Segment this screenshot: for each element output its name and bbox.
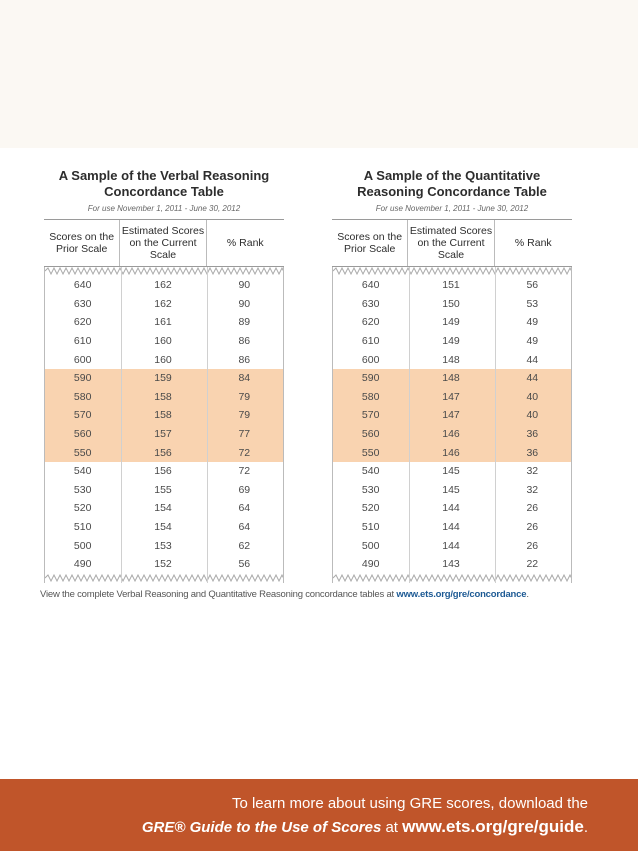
rank-cell: 26 [526,521,539,534]
table-row [45,425,283,444]
concordance-link[interactable]: www.ets.org/gre/concordance [396,589,527,600]
table-row [333,350,571,369]
rank-cell: 86 [238,335,251,348]
current-score-cell: 144 [442,539,460,552]
prior-score-cell: 560 [73,428,92,441]
rank-cell: 44 [526,353,539,366]
table-row [333,332,571,351]
prior-score-cell: 520 [73,502,92,515]
rank-cell: 64 [238,502,251,515]
prior-score-cell: 590 [361,372,380,385]
current-score-cell: 153 [154,539,172,552]
prior-score-cell: 510 [361,521,380,534]
quant-col-current [407,220,494,266]
table-row [45,350,283,369]
current-score-cell: 160 [154,353,172,366]
table-row [333,555,571,574]
rank-cell: 79 [238,390,251,403]
prior-score-cell: 540 [73,465,92,478]
prior-score-cell: 530 [73,483,92,496]
prior-score-cell: 580 [73,390,92,403]
rank-cell: 77 [238,428,251,441]
table-row [45,462,283,481]
current-score-cell: 144 [442,521,460,534]
current-score-cell: 146 [442,428,460,441]
top-band [0,0,638,148]
prior-score-cell: 600 [73,353,92,366]
table-row [45,555,283,574]
verbal-col-rank: % Rank [226,237,264,249]
footer-at: at [381,819,403,836]
rank-cell: 72 [238,465,251,478]
guide-title: GRE® Guide to the Use of Scores [141,819,382,836]
quant-col-rank: % Rank [514,237,552,249]
table-row [45,295,283,314]
current-score-cell: 147 [442,390,460,403]
rank-cell: 90 [238,279,251,292]
rank-cell: 90 [238,297,251,310]
prior-score-cell: 590 [73,372,92,385]
rank-cell: 56 [238,558,251,571]
column-divider [207,267,208,583]
footer-line1: To learn more about using GRE scores, download the [231,795,588,812]
current-score-cell: 146 [442,446,460,459]
current-score-cell: 143 [442,558,460,571]
table-row [333,369,571,388]
note-text: View the complete Verbal Reasoning and Quantitative Reasoning concordance tables at [40,589,397,600]
prior-score-cell: 500 [361,539,380,552]
rank-cell: 69 [238,483,251,496]
prior-score-cell: 570 [361,409,380,422]
prior-score-cell: 490 [73,558,92,571]
prior-score-cell: 640 [73,279,92,292]
footer-line2 [0,817,588,837]
prior-score-cell: 570 [73,409,92,422]
quant-col-current-label: Estimated Scores on the Current Scale [409,225,493,261]
rank-cell: 44 [526,372,539,385]
table-row [45,332,283,351]
current-score-cell: 145 [442,483,460,496]
prior-score-cell: 580 [361,390,380,403]
table-row [45,313,283,332]
rank-cell: 32 [526,465,539,478]
current-score-cell: 145 [442,465,460,478]
current-score-cell: 150 [442,297,460,310]
footer-end: . [583,819,588,836]
current-score-cell: 157 [154,428,172,441]
verbal-panel [44,168,284,583]
table-row [45,499,283,518]
rank-cell: 89 [238,316,251,329]
footer-banner [0,779,638,851]
table-row [333,313,571,332]
table-row [333,425,571,444]
torn-edge [333,574,571,583]
quant-panel [332,168,572,583]
prior-score-cell: 630 [73,297,92,310]
current-score-cell: 158 [154,390,172,403]
note-end: . [526,589,529,600]
prior-score-cell: 630 [361,297,380,310]
rank-cell: 49 [526,335,539,348]
table-row [45,518,283,537]
table-row [45,443,283,462]
verbal-col-prior: Scores on the Prior Scale [49,231,115,255]
prior-score-cell: 600 [361,353,380,366]
rank-cell: 72 [238,446,251,459]
current-score-cell: 162 [154,279,172,292]
current-score-cell: 151 [442,279,460,292]
verbal-col-current-label: Estimated Scores on the Current Scale [121,225,205,261]
table-row [333,499,571,518]
rank-cell: 84 [238,372,251,385]
rank-cell: 53 [526,297,539,310]
current-score-cell: 158 [154,409,172,422]
prior-score-cell: 530 [361,483,380,496]
prior-score-cell: 510 [73,521,92,534]
quant-col-prior: Scores on the Prior Scale [337,231,403,255]
prior-score-cell: 640 [361,279,380,292]
table-row [45,406,283,425]
rank-cell: 40 [526,390,539,403]
table-row [333,443,571,462]
prior-score-cell: 620 [361,316,380,329]
current-score-cell: 155 [154,483,172,496]
current-score-cell: 154 [154,521,172,534]
rank-cell: 26 [526,502,539,515]
table-row [45,536,283,555]
quant-subtitle: For use November 1, 2011 - June 30, 2012 [375,204,529,213]
current-score-cell: 156 [154,446,172,459]
verbal-table-header [44,219,284,267]
torn-edge [45,574,283,583]
table-row [333,518,571,537]
current-score-cell: 147 [442,409,460,422]
table-row [45,388,283,407]
rank-cell: 32 [526,483,539,496]
verbal-subtitle: For use November 1, 2011 - June 30, 2012 [87,204,241,213]
rank-cell: 49 [526,316,539,329]
table-row [45,369,283,388]
current-score-cell: 162 [154,297,172,310]
table-row [333,481,571,500]
quant-title: A Sample of the Quantitative Reasoning Concordance Table [357,168,547,199]
current-score-cell: 152 [154,558,172,571]
table-row [333,462,571,481]
prior-score-cell: 550 [73,446,92,459]
prior-score-cell: 560 [361,428,380,441]
table-row [333,276,571,295]
prior-score-cell: 490 [361,558,380,571]
current-score-cell: 149 [442,335,460,348]
prior-score-cell: 550 [361,446,380,459]
rank-cell: 36 [526,446,539,459]
verbal-table-body [44,267,284,583]
current-score-cell: 160 [154,335,172,348]
verbal-title: A Sample of the Verbal Reasoning Concordance Table [58,168,270,199]
current-score-cell: 159 [154,372,172,385]
rank-cell: 56 [526,279,539,292]
rank-cell: 86 [238,353,251,366]
prior-score-cell: 610 [361,335,380,348]
torn-edge [45,267,283,276]
table-row [45,276,283,295]
column-divider [121,267,122,583]
quant-table-body [332,267,572,583]
prior-score-cell: 610 [73,335,92,348]
current-score-cell: 156 [154,465,172,478]
rank-cell: 22 [526,558,539,571]
rank-cell: 36 [526,428,539,441]
current-score-cell: 144 [442,502,460,515]
quant-table-header [332,219,572,267]
table-row [333,295,571,314]
prior-score-cell: 620 [73,316,92,329]
table-row [333,406,571,425]
rank-cell: 62 [238,539,251,552]
current-score-cell: 161 [154,316,172,329]
current-score-cell: 154 [154,502,172,515]
prior-score-cell: 540 [361,465,380,478]
current-score-cell: 148 [442,372,460,385]
torn-edge [333,267,571,276]
verbal-col-current [119,220,206,266]
table-row [333,536,571,555]
table-row [333,388,571,407]
current-score-cell: 148 [442,353,460,366]
column-divider [409,267,410,583]
guide-link[interactable]: www.ets.org/gre/guide [402,817,584,836]
rank-cell: 79 [238,409,251,422]
prior-score-cell: 520 [361,502,380,515]
column-divider [495,267,496,583]
rank-cell: 26 [526,539,539,552]
prior-score-cell: 500 [73,539,92,552]
concordance-note [40,589,529,600]
table-row [45,481,283,500]
rank-cell: 40 [526,409,539,422]
rank-cell: 64 [238,521,251,534]
current-score-cell: 149 [442,316,460,329]
